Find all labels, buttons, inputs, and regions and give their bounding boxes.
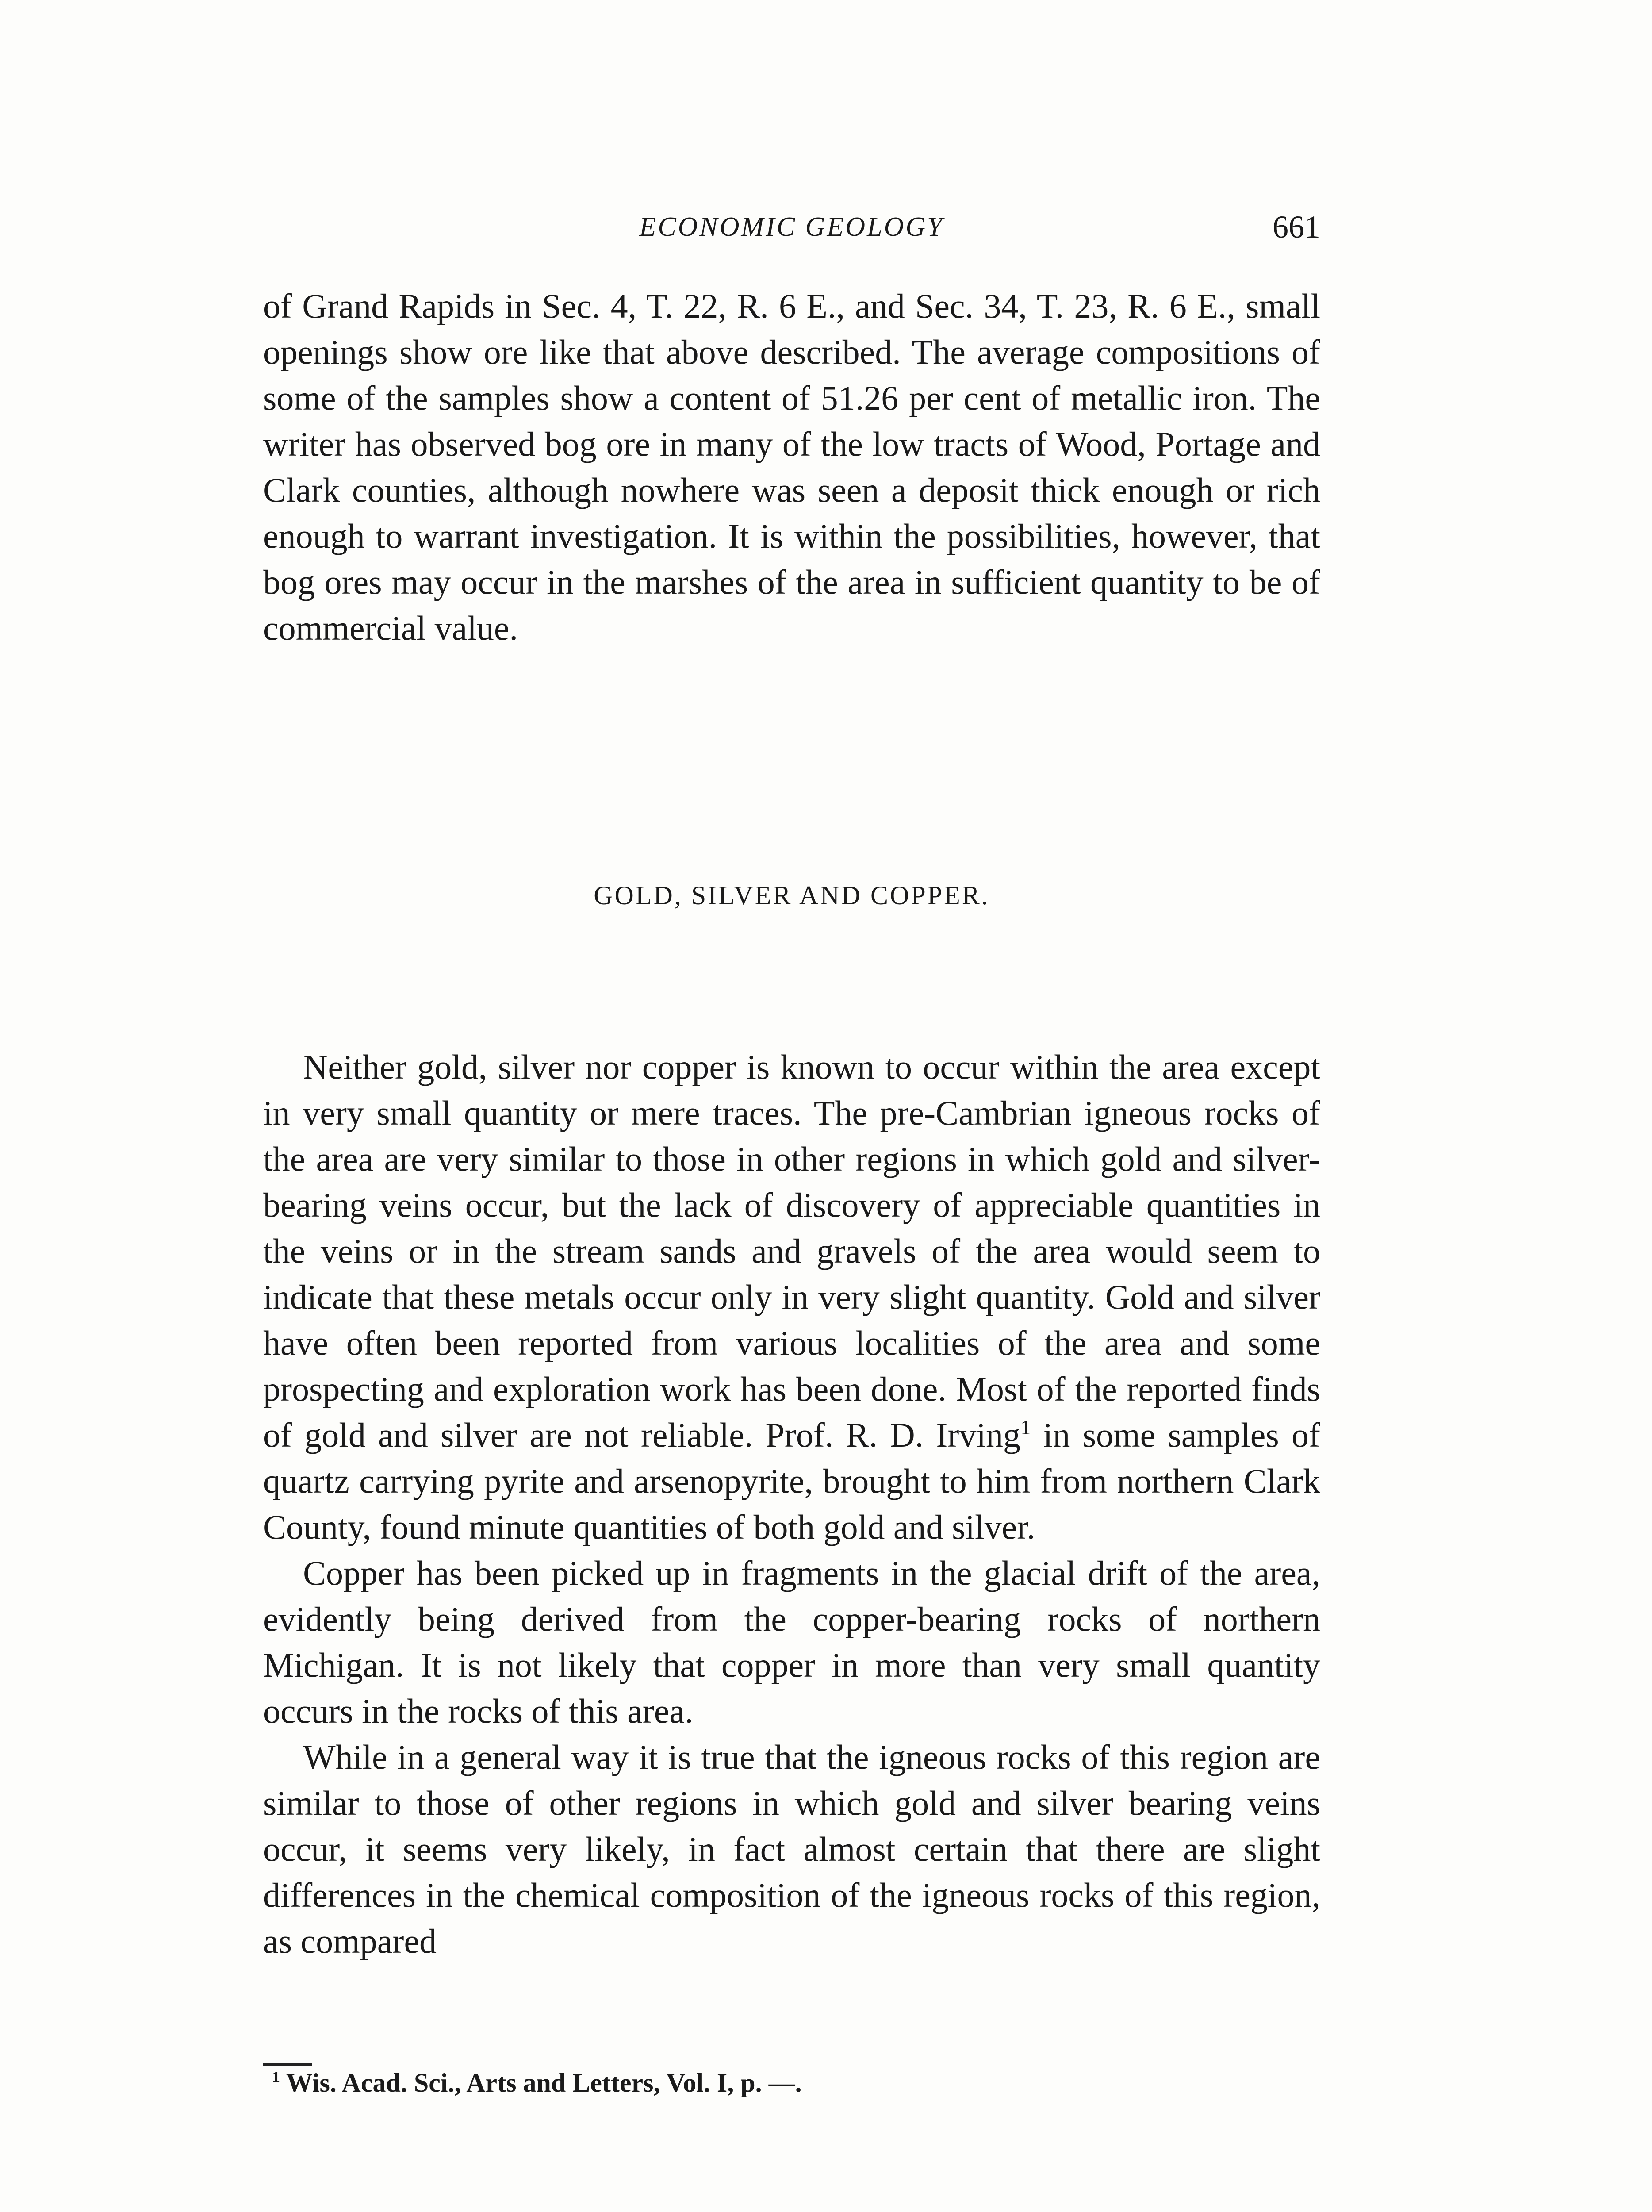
section-heading: GOLD, SILVER AND COPPER.	[594, 881, 990, 910]
page-number: 661	[1273, 209, 1320, 245]
footnote	[272, 2065, 1320, 2101]
footnote-text: Wis. Acad. Sci., Arts and Letters, Vol. I, p. —.	[280, 2068, 802, 2097]
paragraph-gold-silver-text-2: in some samples of quartz carrying pyrite and arsenopyrite, brought to him from northern Clark County, found minute quantities of both gold and silver.	[263, 1416, 1320, 1546]
footnote-mark: 1	[272, 2068, 280, 2086]
section-body	[263, 1044, 1320, 1964]
paragraph-gold-silver-text-1: Neither gold, silver nor copper is known to occur within the area except in very small quantity or mere traces. The pre-Cambrian igneous rocks of the area are very similar to those in other regions in which gold and silver-bearing veins occur, but the lack of discovery of appreciable quantities in the veins or in the stream sands and gravels of the area would seem to indicate that these metals occur only in very slight quantity. Gold and silver have often been reported from various localities of the area and some prospecting and exploration work has been done. Most of the reported finds of gold and silver are not reliable. Prof. R. D. Irving	[263, 1048, 1320, 1454]
paragraph-bog-ore: of Grand Rapids in Sec. 4, T. 22, R. 6 E., and Sec. 34, T. 23, R. 6 E., small openings show ore like that above described. The average compositions of some of the samples show a content of 51.26 per cent of metallic iron. The writer has observed bog ore in many of the low tracts of Wood, Portage and Clark counties, although nowhere was seen a deposit thick enough or rich enough to warrant investigation. It is within the possibilities, however, that bog ores may occur in the marshes of the area in sufficient quantity to be of commercial value.	[263, 287, 1320, 647]
continued-paragraph	[263, 283, 1320, 651]
footnote-reference: 1	[1020, 1416, 1031, 1439]
running-head	[263, 207, 1320, 247]
paragraph-copper: Copper has been picked up in fragments in the glacial drift of the area, evidently being derived from the copper-bearing rocks of northern Michigan. It is not likely that copper in more than very small quantity occurs in the rocks of this area.	[263, 1554, 1320, 1730]
running-title: ECONOMIC GEOLOGY	[639, 212, 944, 242]
paragraph-gold-silver	[263, 1044, 1320, 1550]
paragraph-igneous-rocks: While in a general way it is true that the igneous rocks of this region are similar to those of other regions in which gold and silver bearing veins occur, it seems very likely, in fact almost certain that there are slight differences in the chemical composition of the igneous rocks of this region, as compared	[263, 1738, 1320, 1960]
